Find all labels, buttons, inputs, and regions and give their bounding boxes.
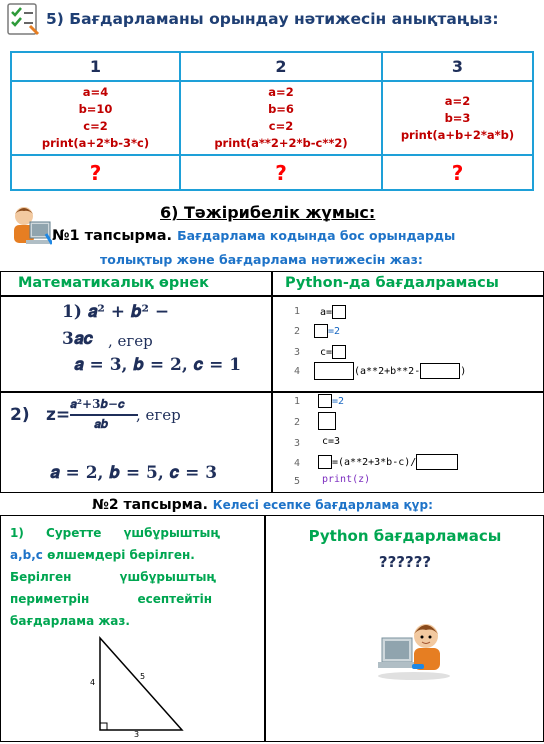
row2-z: z= — [46, 405, 71, 425]
answer-3[interactable]: ? — [382, 155, 533, 190]
student-computer-icon — [8, 204, 52, 250]
code-line: print(a+2*b-3*c) — [41, 136, 150, 150]
task2-heading — [92, 497, 433, 513]
code-line: c=2 — [268, 119, 294, 133]
line-number: 4 — [293, 366, 300, 377]
code-text: c= — [320, 347, 333, 358]
code-line: a=2 — [268, 85, 294, 99]
row1-values: 𝒂 = 3, 𝒃 = 2, 𝒄 = 1 — [74, 355, 242, 375]
python-box-title: Python бағдарламасы — [308, 527, 502, 545]
row2-label: 2) — [10, 405, 30, 425]
line-number: 2 — [293, 417, 300, 428]
fraction-denominator: 𝒂𝒃 — [94, 417, 109, 431]
math-expr-header: Математикалық өрнек — [18, 275, 209, 291]
results-table — [10, 51, 534, 191]
answer-2[interactable]: ? — [180, 155, 382, 190]
line-number: 2 — [293, 326, 300, 337]
task1-label: №1 тапсырма. — [52, 228, 173, 244]
checklist-icon — [4, 2, 40, 36]
blank-field[interactable] — [332, 345, 346, 359]
code-text: print(z) — [322, 474, 371, 485]
code-text: =2 — [328, 326, 341, 337]
exercise-text — [10, 522, 260, 632]
row1-condition: , егер — [108, 332, 153, 350]
code-line: b=3 — [444, 110, 471, 125]
blank-field[interactable] — [314, 362, 354, 380]
code-cell-1 — [11, 81, 180, 155]
blank-field[interactable] — [332, 305, 346, 319]
row1-expression-line2: 3𝒂𝒄 — [62, 329, 93, 349]
section6-title: 6) Тәжірибелік жұмыс: — [160, 203, 376, 222]
blank-field[interactable] — [314, 324, 328, 338]
row2-code-editor — [282, 392, 532, 492]
code-text: c=3 — [322, 436, 341, 447]
line-number: 3 — [293, 347, 300, 358]
task1-text-line1: Бағдарлама кодында бос орындарды — [177, 228, 456, 243]
code-line: print(a**2+2*b-c**2) — [214, 136, 348, 150]
triangle-side-b: 3 — [134, 730, 140, 739]
code-text: =2 — [332, 396, 345, 407]
fraction-numerator: 𝒂²+𝟑𝒃−𝒄 — [70, 397, 125, 411]
python-header: Python-да бағдалрамасы — [285, 275, 499, 291]
exercise-line3: Берілген үшбұрыштың — [10, 570, 217, 584]
triangle-side-a: 4 — [90, 678, 96, 687]
line-number: 3 — [293, 438, 300, 449]
line-number: 1 — [293, 306, 300, 317]
code-text: (a**2+b**2- — [354, 366, 421, 377]
blank-field[interactable] — [318, 394, 332, 408]
code-cell-2 — [180, 81, 382, 155]
section5-title: 5) Бағдарламаны орындау нәтижесін анықтаңыз: — [46, 10, 499, 28]
col2-header: 2 — [180, 52, 382, 81]
fraction-bar — [70, 414, 138, 416]
exercise-line5: бағдарлама жаз. — [10, 614, 130, 628]
python-box-placeholder[interactable]: ?????? — [378, 553, 432, 571]
line-number: 4 — [293, 458, 300, 469]
code-text: a= — [320, 307, 333, 318]
exercise-line2 — [10, 544, 260, 566]
task2-label: №2 тапсырма. — [92, 497, 208, 513]
blank-field[interactable] — [318, 412, 336, 430]
blank-field[interactable] — [416, 454, 458, 470]
line-number: 1 — [293, 396, 300, 407]
blank-field[interactable] — [420, 363, 460, 379]
student-computer-illustration — [376, 620, 452, 680]
blank-field[interactable] — [318, 455, 332, 469]
code-line: a=4 — [82, 85, 109, 99]
code-text: =(a**2+3*b-c)/ — [332, 457, 417, 468]
code-line: print(a+b+2*a*b) — [400, 127, 515, 142]
code-cell-3 — [382, 81, 533, 155]
line-number: 5 — [293, 476, 300, 487]
task1-heading — [52, 228, 455, 244]
code-line: b=6 — [268, 102, 294, 116]
code-line: a=2 — [444, 93, 471, 108]
exercise-abc: a,b,c — [10, 548, 43, 562]
row2-condition: , егер — [136, 406, 181, 424]
col1-header: 1 — [11, 52, 180, 81]
col3-header: 3 — [382, 52, 533, 81]
task2-text: Келесі есепке бағдарлама құр: — [212, 498, 433, 512]
code-line: b=10 — [78, 102, 113, 116]
row2-values: 𝒂 = 2, 𝒃 = 5, 𝒄 = 3 — [50, 463, 218, 483]
code-line: c=2 — [83, 119, 108, 133]
task1-text-line2: толықтыр және бағдарлама нәтижесін жаз: — [100, 252, 423, 267]
row1-expression-line1: 1) 𝒂² + 𝒃² − — [62, 302, 170, 322]
triangle-side-c: 5 — [140, 672, 146, 681]
answer-1[interactable]: ? — [11, 155, 180, 190]
exercise-line4: периметрін есептейтін — [10, 592, 213, 606]
python-box — [280, 523, 530, 575]
exercise-line1: 1) Суретте үшбұрыштың — [10, 526, 221, 540]
exercise-line2-text: өлшемдері берілген. — [42, 548, 195, 562]
row1-code-editor: 1 a= 2 =2 3 c= 4 (a**2+b**2- ) — [282, 302, 532, 382]
triangle-figure — [90, 634, 200, 740]
